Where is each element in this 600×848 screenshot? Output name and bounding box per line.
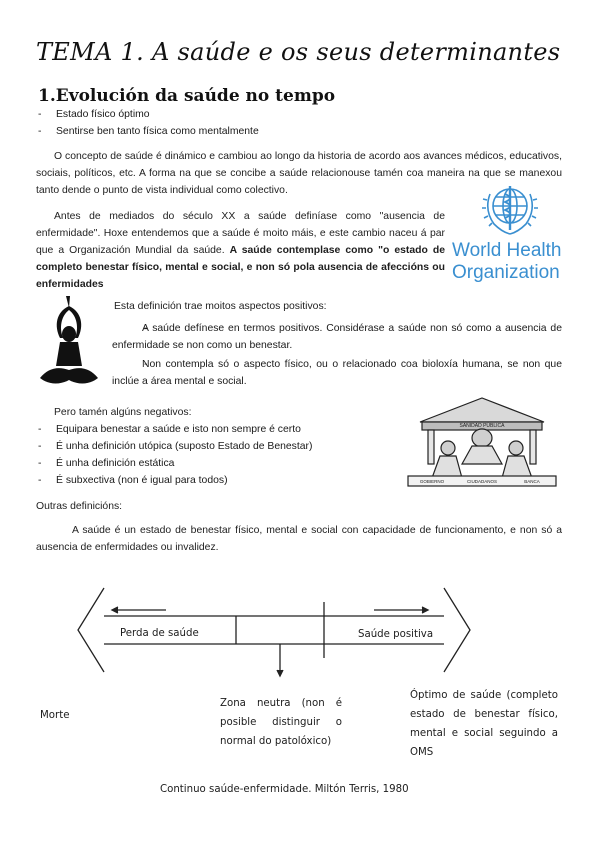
right-arrow-label: Saúde positiva — [358, 629, 434, 640]
bold-definition: A saúde contemplase como "o estado de completo benestar físico, mental e social, e non só pola ausencia de afeccións ou enfermidades — [36, 245, 445, 290]
yoga-figure-illustration — [36, 294, 102, 394]
cartoon-label-gobierno: GOBIERNO — [419, 479, 445, 484]
section-heading: 1.Evolución da saúde no tempo — [38, 86, 336, 106]
list-item: - É unha definición estática — [36, 455, 396, 472]
list-item: - É unha definición utópica (suposto Estado de Benestar) — [36, 438, 396, 455]
list-item: - Sentirse ben tanto física como mentalmente — [36, 123, 556, 140]
other-definition: A saúde é un estado de benestar físico, mental e social con capacidade de funcionamento, e non só a ausencia de enfermidades ou invalidez. — [36, 525, 562, 553]
morte-label: Morte — [40, 710, 70, 721]
list-item — [112, 320, 562, 354]
who-logo-line1: World Health — [452, 240, 562, 261]
page-title: TEMA 1. A saúde e os seus determinantes — [36, 38, 561, 66]
list-item-text: A saúde defínese en termos positivos. Considérase a saúde non só como a ausencia de enfermidade se non como un benestar. — [112, 323, 562, 351]
list-item — [112, 356, 562, 390]
list-item: - Equipara benestar a saúde e isto non sempre é certo — [36, 421, 396, 438]
list-item: - Estado físico óptimo — [36, 106, 556, 123]
who-logo — [452, 180, 570, 290]
negative-list — [36, 421, 396, 489]
cartoon-label-ciudadanos: CIUDADANOS — [466, 479, 498, 484]
optimal-health-label: Óptimo de saúde (completo estado de benestar físico, mental e social seguindo a OMS — [410, 690, 558, 758]
positive-list — [112, 320, 562, 390]
who-logo-line2: Organization — [452, 262, 560, 283]
paragraph-concept: O concepto de saúde é dinámico e cambiou ao longo da historia de acordo aos avances médicos, educativos, sociais, políticos, etc. A forma na que se concibe a saúde relacionouse tamén coa maneira na que se manexou tanto dende o punto de vista individual como colectivo. — [36, 151, 562, 196]
list-item-text: Non contempla só o aspecto físico, ou o relacionado coa bioloxía humana, se non que inclúe a área mental e social. — [112, 359, 562, 387]
who-emblem-icon — [480, 180, 540, 238]
intro-bullet-list — [36, 106, 556, 140]
paragraph-text: Antes de mediados do século XX a saúde definíase como "ausencia de enfermidade". Hoxe entendemos que a saúde é moito máis, e este cambio naceu á par que a Organización Mundial da saúde. — [36, 211, 445, 256]
paragraph-who-definition — [36, 208, 445, 293]
other-definitions-intro: Outras definicións: — [36, 501, 123, 512]
neutral-zone-label: Zona neutra (non é posible distinguir o normal do patolóxico) — [220, 698, 342, 747]
diagram-caption: Continuo saúde-enfermidade. Miltón Terris, 1980 — [160, 784, 409, 795]
cartoon-label-banca: BANCA — [524, 479, 540, 484]
negative-intro: Pero tamén algúns negativos: — [54, 407, 192, 418]
left-arrow-label: Perda de saúde — [120, 628, 199, 639]
welfare-state-cartoon — [402, 394, 562, 490]
cartoon-label-sanidad: SANIDAD PÚBLICA — [459, 423, 505, 429]
list-item: - É subxectiva (non é igual para todos) — [36, 472, 396, 489]
positive-intro: Esta definición trae moitos aspectos positivos: — [114, 301, 327, 312]
